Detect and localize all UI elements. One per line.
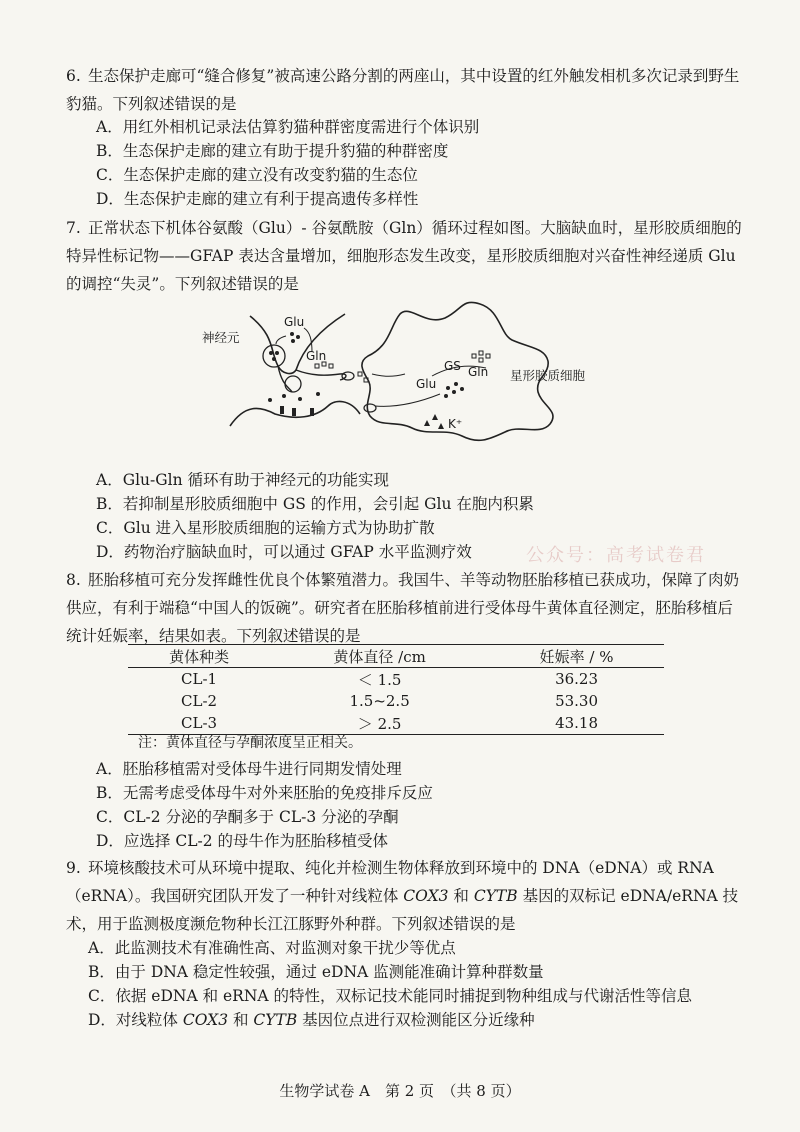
k-triangle [424, 420, 430, 426]
neuron-gln-square [315, 364, 319, 368]
question-8-option-c: C．CL-2 分泌的孕酮多于 CL-3 分泌的孕酮 [96, 808, 399, 826]
astro-gln-square [486, 354, 490, 358]
question-9-option-a: A．此监测技术有准确性高、对监测对象干扰少等优点 [88, 939, 456, 957]
table-cell: 53.30 [555, 692, 599, 710]
table-row [128, 712, 664, 735]
vesicle-glu-dot [272, 357, 276, 361]
table-header-row [128, 645, 664, 668]
glu-gln-cycle-diagram [200, 296, 640, 446]
astro-gln-square [472, 354, 476, 358]
vesicle-release [285, 376, 301, 392]
gs-label: GS [444, 359, 461, 373]
receptor-1 [280, 406, 284, 414]
astro-glu-label: Glu [416, 377, 437, 391]
question-7-option-b: B．若抑制星形胶质细胞中 GS 的作用，会引起 Glu 在胞内积累 [96, 495, 534, 513]
watermark: 公众号：高考试卷君 [526, 545, 706, 566]
synaptic-glu [298, 397, 302, 401]
astro-glu-dot [452, 390, 456, 394]
question-9-text-c: 基因的双标记 eDNA/eRNA 技术，用于监测极度濒危物种长江江豚野外种群。下列叙述错误的是 [66, 887, 739, 933]
question-6-text: 生态保护走廊可“缝合修复”被高速公路分割的两座山，其中设置的红外触发相机多次记录到野生豹猫。下列叙述错误的是 [66, 67, 740, 113]
neuron-gln-label: Gln [306, 349, 327, 363]
option-d-text-c: 基因位点进行双检测能区分近缘种 [297, 1011, 535, 1029]
question-7-text: 正常状态下机体谷氨酸（Glu）- 谷氨酰胺（Gln）循环过程如图。大脑缺血时，星形胶质细胞的特异性标记物——GFAP 表达含量增加，细胞形态发生改变，星形胶质细胞对兴奋性神经递质 Glu 的调控“失灵”。下列叙述错误的是 [66, 219, 742, 293]
table-note: 注：黄体直径与孕酮浓度呈正相关。 [138, 735, 362, 751]
question-8-stem [66, 566, 746, 650]
table-header-pregnancy-rate: 妊娠率 / % [489, 645, 664, 668]
astro-gln-label: Gln [468, 365, 489, 379]
question-6-option-d: D．生态保护走廊的建立有利于提高遗传多样性 [96, 190, 419, 208]
table-cell: CL-1 [181, 670, 218, 688]
gene-cytb: CYTB [473, 887, 518, 905]
table-row [128, 668, 664, 691]
astro-glu-dot [444, 394, 448, 398]
question-9-text-a: 环境核酸技术可从环境中提取、纯化并检测生物体释放到环境中的 DNA（eDNA）或 RNA（eRNA）。我国研究团队开发了一种针对线粒体 [66, 859, 714, 905]
question-6-option-a: A．用红外相机记录法估算豹猫种群密度需进行个体识别 [96, 118, 480, 136]
gln-transporter [342, 372, 354, 380]
table-cell: 36.23 [555, 670, 599, 688]
vesicle-glu-dot [269, 351, 273, 355]
arrow-glu-uptake [375, 394, 440, 406]
table-row [128, 690, 664, 712]
table-cell: ＞ 2.5 [270, 712, 489, 735]
question-9-number: 9. [66, 859, 81, 877]
question-8-text: 胚胎移植可充分发挥雌性优良个体繁殖潜力。我国牛、羊等动物胚胎移植已获成功，保障了肉奶供应，有利于端稳“中国人的饭碗”。研究者在胚胎移植前进行受体母牛黄体直径测定，胚胎移植后统计妊娠率，结果如表。下列叙述错误的是 [66, 571, 740, 645]
question-7-option-d: D．药物治疗脑缺血时，可以通过 GFAP 水平监测疗效 [96, 543, 472, 561]
arrow-glu-to-vesicle [276, 336, 286, 344]
table-cell: 1.5~2.5 [349, 692, 410, 710]
synaptic-glu [268, 398, 272, 402]
table-header-diameter: 黄体直径 /cm [270, 645, 489, 668]
question-7-stem [66, 214, 746, 298]
gene-cox3: COX3 [403, 887, 449, 905]
astro-glu-dot [446, 386, 450, 390]
astro-glu-dot [460, 387, 464, 391]
option-d-text-a: D．对线粒体 [88, 1011, 183, 1029]
question-8-option-a: A．胚胎移植需对受体母牛进行同期发情处理 [96, 760, 402, 778]
question-6-option-b: B．生态保护走廊的建立有助于提升豹猫的种群密度 [96, 142, 449, 160]
question-7-option-c: C．Glu 进入星形胶质细胞的运输方式为协助扩散 [96, 519, 435, 537]
synaptic-glu [282, 394, 286, 398]
question-8-number: 8. [66, 571, 81, 589]
option-d-gene-cox3: COX3 [182, 1011, 229, 1029]
neuron-membrane [296, 370, 346, 380]
astro-gln-square [479, 358, 483, 362]
neuron-glu-dot [296, 335, 300, 339]
question-7-number: 7. [66, 219, 81, 237]
question-6-number: 6. [66, 67, 81, 85]
question-9-option-c: C．依据 eDNA 和 eRNA 的特性，双标记技术能同时捕捉到物种组成与代谢活性等信息 [88, 987, 693, 1005]
cleft-gln-square [358, 372, 362, 376]
astrocyte-label: 星形胶质细胞 [510, 368, 586, 383]
option-d-gene-cytb: CYTB [253, 1011, 298, 1029]
neuron-label: 神经元 [202, 330, 240, 345]
page-footer: 生物学试卷 A 第 2 页 （共 8 页） [279, 1082, 521, 1100]
astro-gln-square [479, 351, 483, 355]
question-9-text-b: 和 [448, 887, 474, 905]
option-d-text-b: 和 [228, 1011, 254, 1029]
vesicle-glu-dot [275, 351, 279, 355]
k-triangle [438, 423, 444, 429]
question-7-option-a: A．Glu-Gln 循环有助于神经元的功能实现 [96, 471, 390, 489]
receptor-2 [292, 408, 296, 416]
question-8-option-b: B．无需考虑受体母牛对外来胚胎的免疫排斥反应 [96, 784, 433, 802]
question-6-stem [66, 62, 746, 118]
astro-glu-dot [454, 382, 458, 386]
question-9-option-b: B．由于 DNA 稳定性较强，通过 eDNA 监测能准确计算种群数量 [88, 963, 544, 981]
neuron-glu-label: Glu [284, 315, 305, 329]
arrow-gln-release [372, 374, 405, 376]
neuron-glu-dot [290, 332, 294, 336]
synaptic-glu [316, 392, 320, 396]
k-triangle [432, 414, 438, 420]
question-8-option-d: D．应选择 CL-2 的母牛作为胚胎移植受体 [96, 832, 389, 850]
question-9-stem [66, 854, 746, 938]
table-cell: ＜ 1.5 [357, 670, 402, 689]
neuron-glu-dot [291, 339, 295, 343]
table-cell: CL-3 [128, 712, 270, 735]
neuron-gln-square [329, 364, 333, 368]
potassium-label: K⁺ [448, 417, 463, 431]
table-cell: CL-2 [181, 692, 218, 710]
question-9-option-d [88, 1008, 738, 1032]
corpus-luteum-table [128, 644, 664, 735]
question-6-option-c: C．生态保护走廊的建立没有改变豹猫的生态位 [96, 166, 418, 184]
table-cell: 43.18 [489, 712, 664, 735]
table-header-type: 黄体种类 [128, 645, 270, 668]
receptor-3 [310, 408, 314, 416]
glu-transporter [364, 404, 376, 412]
